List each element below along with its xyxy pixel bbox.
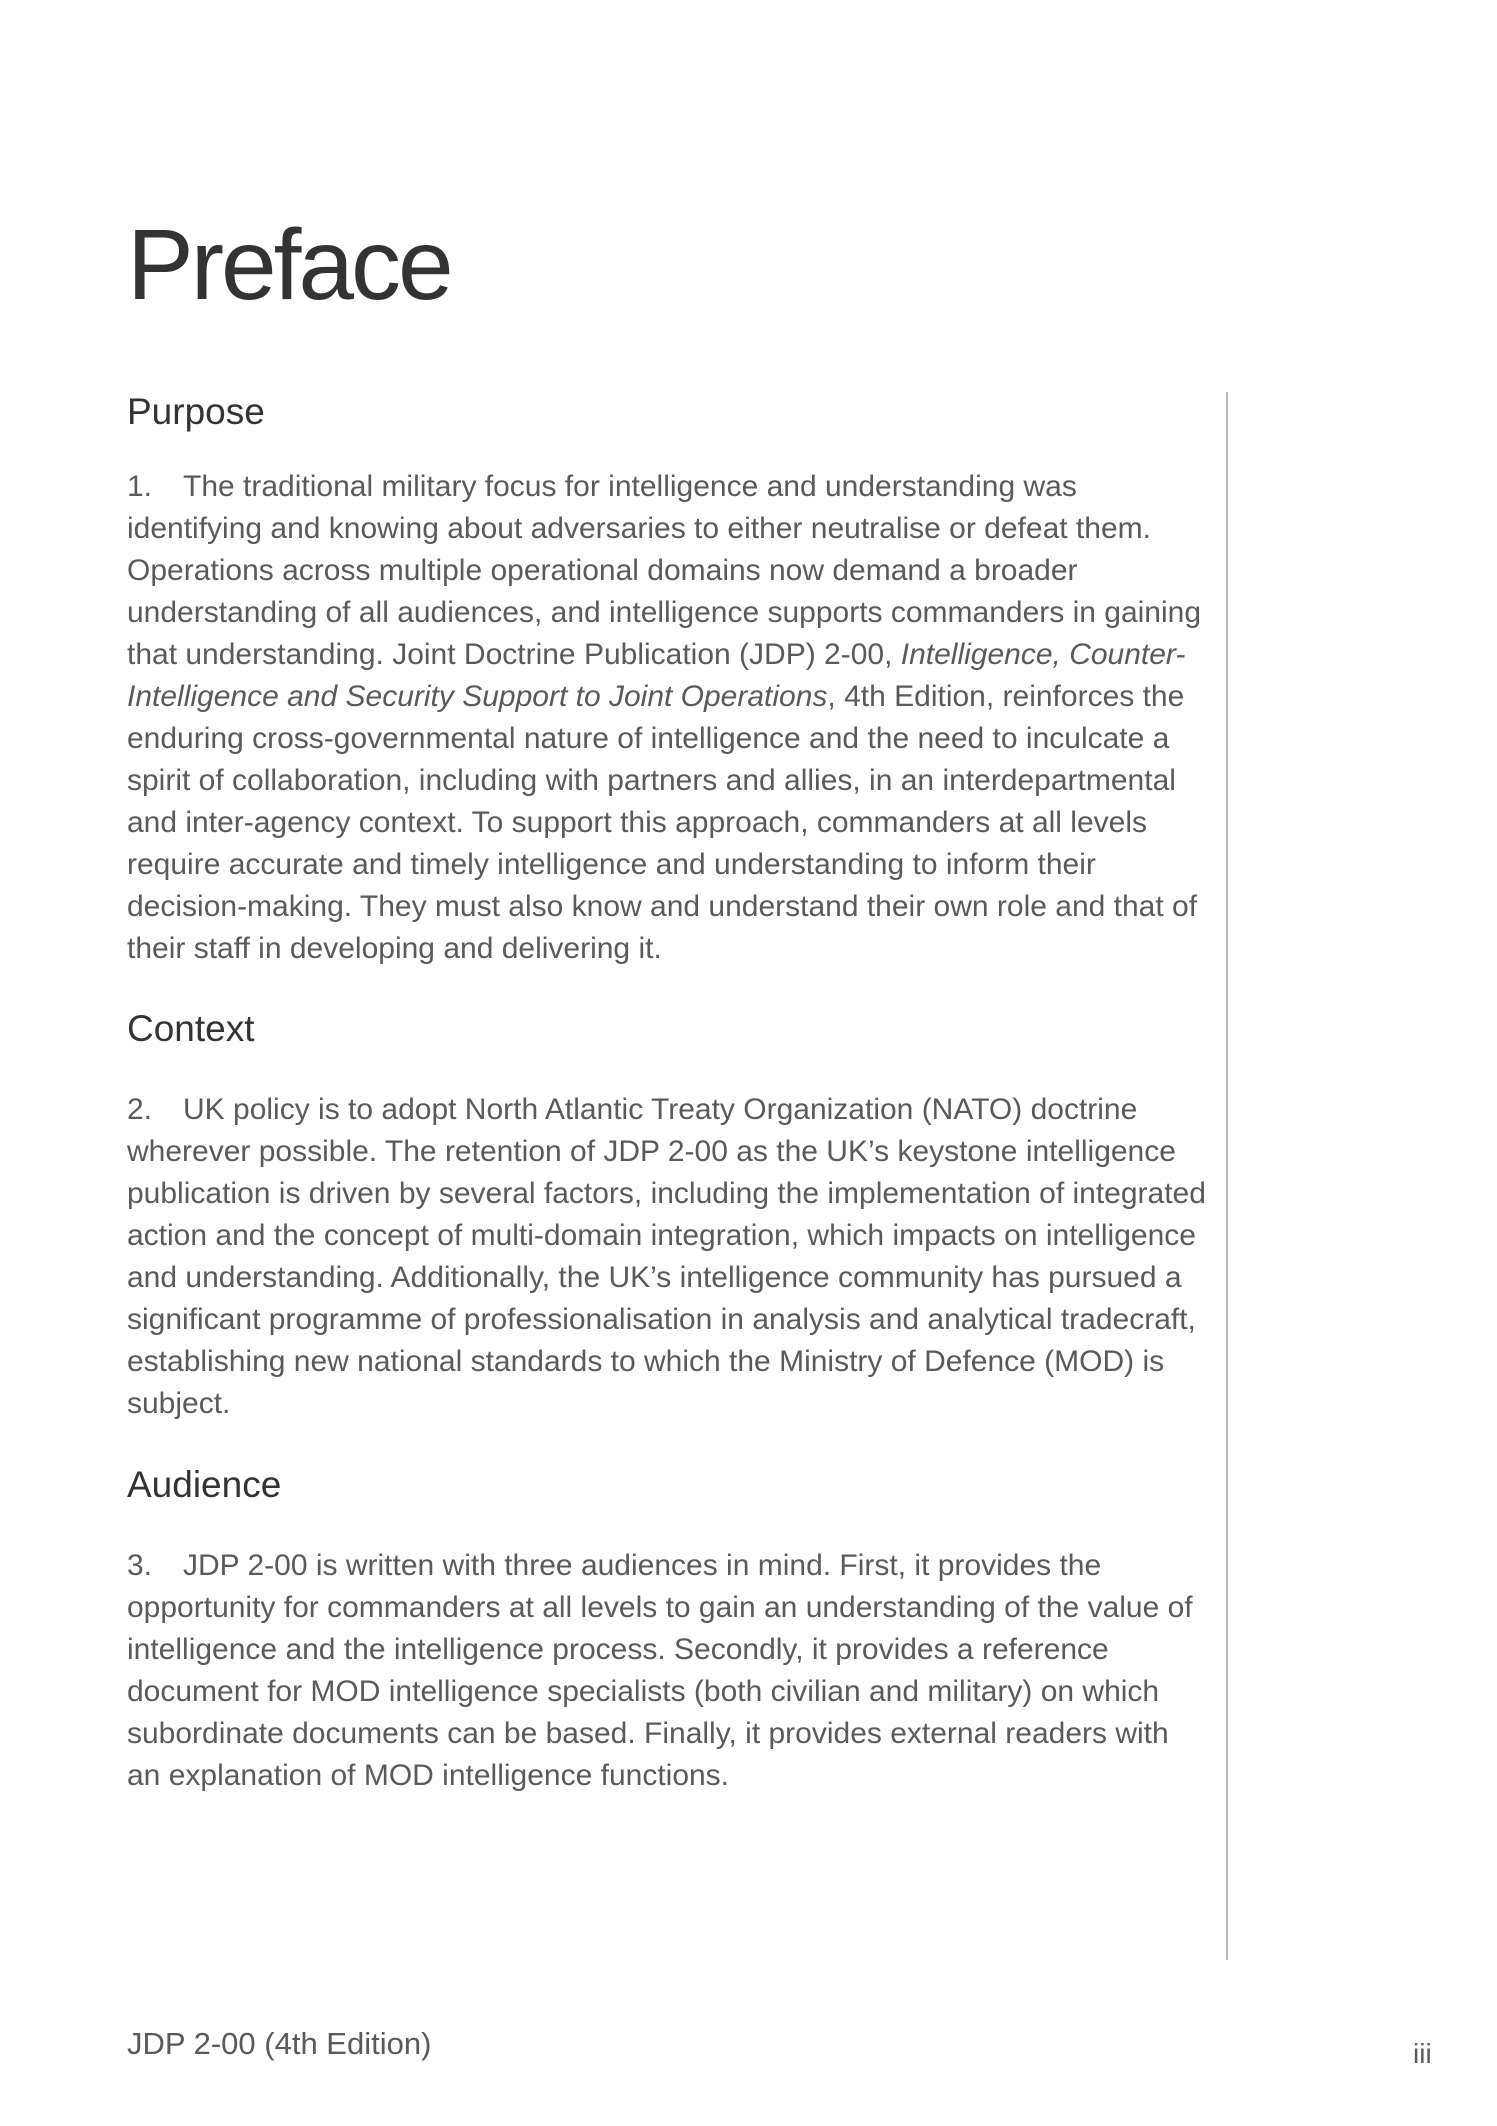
paragraph-1 (127, 466, 1207, 970)
footer-publication-title: JDP 2-00 (4th Edition) (127, 2026, 432, 2061)
paragraph-number: 3. (127, 1549, 153, 1582)
section-purpose (127, 385, 1207, 970)
paragraph-text: UK policy is to adopt North Atlantic Treaty Organization (NATO) doctrine wherever possible. The retention of JDP 2-00 as the UK’s keystone intelligence publication is driven by several factors, including the implementation of integrated action and the concept of multi-domain integration, which impacts on intelligence and understanding. Additionally, the UK’s intelligence community has pursued a significant programme of professionalisation in analysis and analytical tradecraft, establishing new national standards to which the Ministry of Defence (MOD) is subject. (127, 1093, 1206, 1420)
section-heading-purpose: Purpose (127, 391, 265, 432)
paragraph-text: JDP 2-00 is written with three audiences in mind. First, it provides the opportunity for commanders at all levels to gain an understanding of the value of intelligence and the intelligence process. Secondly, it provides a reference document for MOD intelligence specialists (both civilian and military) on which subordinate documents can be based. Finally, it provides external readers with an explanation of MOD intelligence functions. (127, 1549, 1193, 1792)
paragraph-number: 2. (127, 1093, 153, 1126)
section-context (127, 1002, 1207, 1425)
paragraph-2 (127, 1089, 1207, 1425)
section-audience (127, 1458, 1207, 1797)
document-body (127, 385, 1207, 1797)
section-heading-context: Context (127, 1008, 255, 1049)
paragraph-text: The traditional military focus for intelligence and understanding was identifying and knowing about adversaries to either neutralise or defeat them. Operations across multiple operational domains now demand a broader understanding of all audiences, and intelligence supports commanders in gaining that understanding. Joint Doctrine Publication (JDP) 2-00, (127, 470, 1202, 671)
paragraph-text-continued: , 4th Edition, reinforces the enduring cross-governmental nature of intelligence and the need to inculcate a spirit of collaboration, including with partners and allies, in an interdepartmental and inter-agency context. To support this approach, commanders at all levels require accurate and timely intelligence and understanding to inform their decision-making. They must also know and understand their own role and that of their staff in developing and delivering it. (127, 680, 1198, 965)
section-heading-audience: Audience (127, 1464, 282, 1505)
publication-title-italic: Intelligence, Counter-Intelligence and Security Support to Joint Operations (127, 638, 1186, 713)
paragraph-number: 1. (127, 470, 153, 503)
page-title: Preface (127, 209, 451, 321)
page-number: iii (1413, 2038, 1432, 2069)
paragraph-3 (127, 1545, 1207, 1797)
vertical-margin-rule (1226, 392, 1228, 1960)
